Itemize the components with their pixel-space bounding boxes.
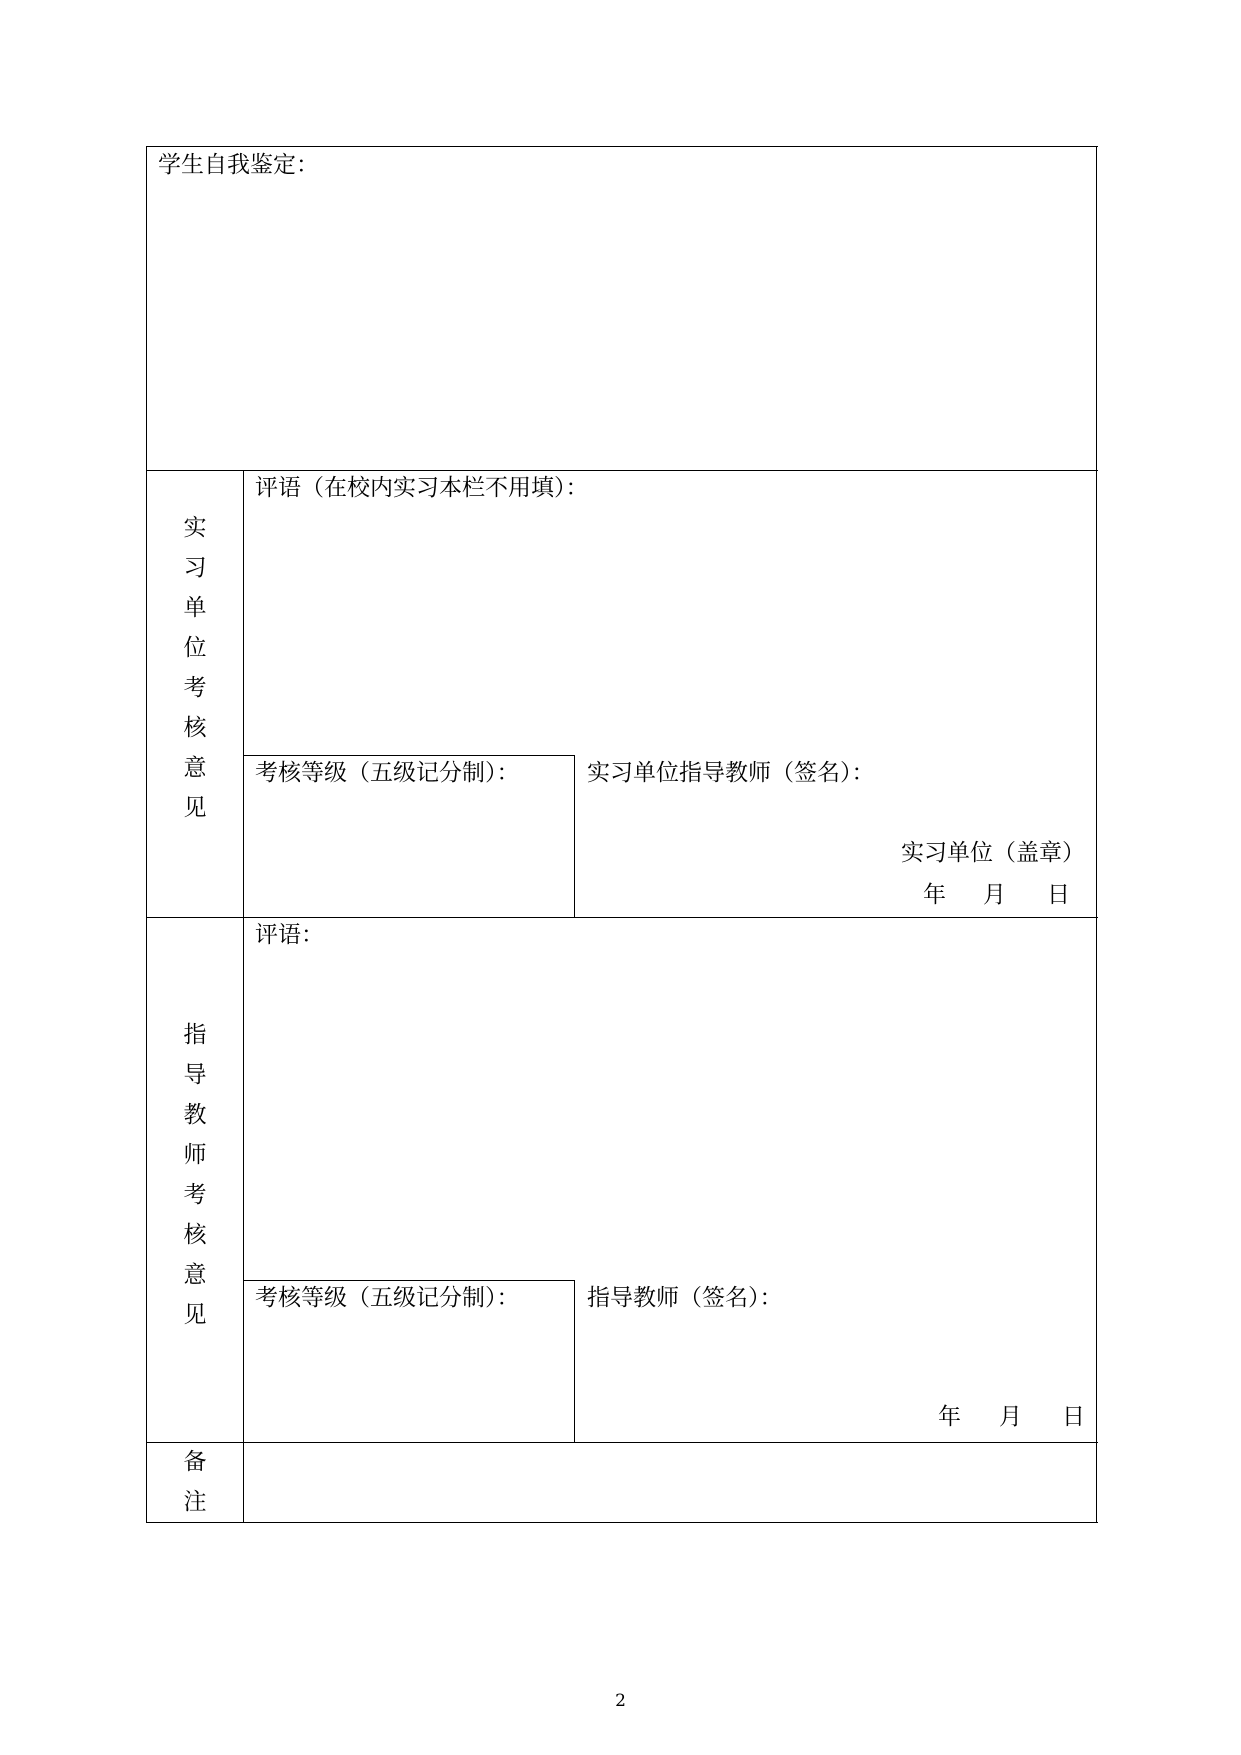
page-number: 2 [615, 1691, 626, 1711]
label-column-divider [243, 470, 244, 1523]
unit-date-day: 日 [1047, 882, 1070, 908]
side-label-char: 师 [183, 1142, 207, 1168]
teacher-section-side-label [175, 1015, 215, 1335]
teacher-date-day: 日 [1062, 1404, 1085, 1430]
table-border-bottom [146, 1522, 1098, 1523]
side-label-char: 核 [183, 715, 207, 741]
side-label-char: 教 [183, 1102, 207, 1128]
side-label-char: 见 [183, 795, 207, 821]
unit-grade-field[interactable] [248, 790, 570, 912]
side-label-char: 意 [183, 755, 207, 781]
unit-section-side-label [175, 508, 215, 828]
side-label-char: 位 [183, 635, 207, 661]
table-border-left [146, 146, 147, 1523]
unit-seal-label: 实习单位（盖章） [901, 840, 1085, 866]
side-label-char: 导 [183, 1062, 207, 1088]
side-label-char: 意 [183, 1262, 207, 1288]
teacher-grade-right-line [574, 1280, 575, 1443]
side-label-char: 习 [183, 555, 207, 581]
unit-date-year: 年 [923, 882, 946, 908]
side-label-char: 实 [183, 515, 207, 541]
teacher-grade-field[interactable] [248, 1315, 570, 1437]
side-label-char: 考 [183, 1182, 207, 1208]
unit-grade-right-line [574, 755, 575, 918]
side-label-char: 见 [183, 1302, 207, 1328]
teacher-date-year: 年 [938, 1404, 961, 1430]
unit-date-month: 月 [983, 882, 1006, 908]
row-divider-unit-section [146, 917, 1098, 918]
teacher-comment-label: 评语： [255, 922, 324, 948]
teacher-comment-field[interactable] [248, 952, 1092, 1275]
self-assessment-label: 学生自我鉴定： [158, 152, 319, 178]
remarks-side-label [175, 1442, 215, 1522]
teacher-grade-top-line [243, 1280, 575, 1281]
side-label-char: 核 [183, 1222, 207, 1248]
teacher-grade-label: 考核等级（五级记分制）： [255, 1285, 520, 1311]
unit-grade-label: 考核等级（五级记分制）： [255, 760, 520, 786]
table-border-top [146, 146, 1098, 147]
unit-comment-label: 评语（在校内实习本栏不用填）： [255, 475, 589, 501]
side-label-char: 注 [183, 1489, 207, 1515]
teacher-signer-label: 指导教师（签名）： [587, 1285, 783, 1311]
row-divider-teacher-section [146, 1442, 1098, 1443]
unit-comment-field[interactable] [248, 505, 1092, 750]
unit-grade-top-line [243, 755, 575, 756]
side-label-char: 指 [183, 1022, 207, 1048]
self-assessment-field[interactable] [150, 185, 1092, 465]
side-label-char: 考 [183, 675, 207, 701]
table-border-right [1096, 146, 1097, 1523]
row-divider-self-assessment [146, 470, 1098, 471]
unit-signer-label: 实习单位指导教师（签名）： [587, 760, 875, 786]
remarks-field[interactable] [248, 1447, 1092, 1517]
side-label-char: 单 [183, 595, 207, 621]
side-label-char: 备 [183, 1449, 207, 1475]
teacher-date-month: 月 [999, 1404, 1022, 1430]
